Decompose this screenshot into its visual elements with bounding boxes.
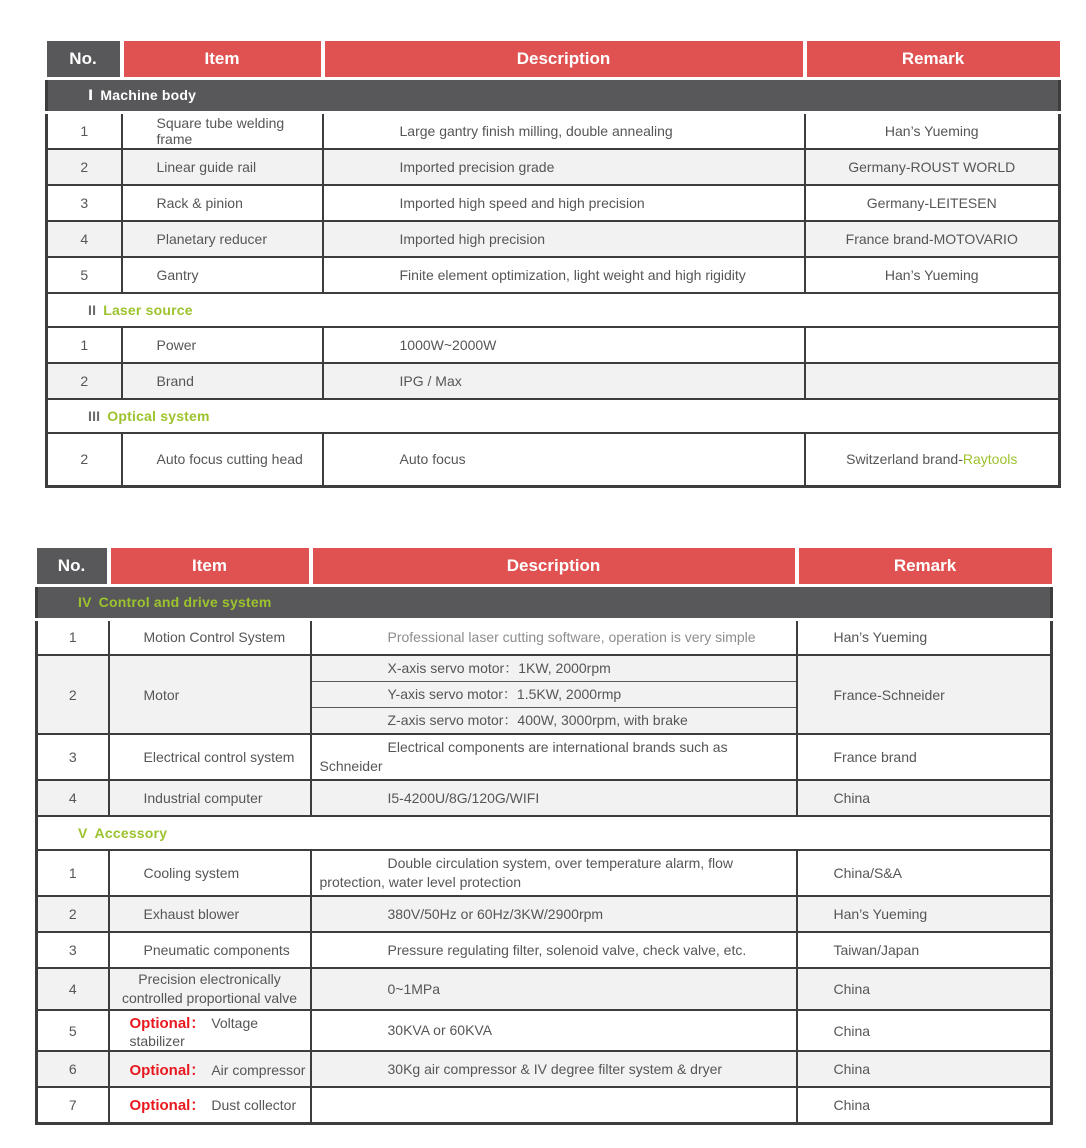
section-header-cell xyxy=(47,399,1060,433)
spec-table-machine-laser-optical xyxy=(45,41,1061,488)
cell-remark xyxy=(805,363,1060,399)
cell-item: Precision electronically controlled proportional valve xyxy=(109,968,311,1010)
description-text: I5-4200U/8G/120G/WIFI xyxy=(387,789,540,806)
section-title: Laser source xyxy=(103,302,193,318)
cell-item: Rack & pinion xyxy=(122,185,323,221)
cell-item: Optional： Air compressor xyxy=(109,1051,311,1087)
description-text: Professional laser cutting software, operation is very simple xyxy=(387,628,756,645)
cell-description xyxy=(311,1087,797,1123)
cell-remark: Han’s Yueming xyxy=(797,619,1052,655)
description-text: Imported precision grade xyxy=(399,158,555,175)
cell-description xyxy=(311,896,797,932)
cell-remark: Germany-LEITESEN xyxy=(805,185,1060,221)
cell-description xyxy=(323,363,805,399)
table-row xyxy=(37,619,1052,655)
description-text: X-axis servo motor：1KW, 2000rpm xyxy=(387,660,611,676)
description-text: 1000W~2000W xyxy=(399,336,497,353)
cell-no: 3 xyxy=(37,734,109,780)
cell-item: Electrical control system xyxy=(109,734,311,780)
cell-remark: France brand-MOTOVARIO xyxy=(805,221,1060,257)
cell-no: 1 xyxy=(37,850,109,896)
section-title: Accessory xyxy=(94,825,168,841)
cell-description xyxy=(311,655,797,682)
section-header-row xyxy=(37,816,1052,850)
cell-description xyxy=(323,113,805,150)
cell-remark: China xyxy=(797,1051,1052,1087)
cell-remark: Switzerland brand-Raytools xyxy=(805,433,1060,486)
table-row xyxy=(47,257,1060,293)
cell-no: 3 xyxy=(37,932,109,968)
cell-description xyxy=(311,1051,797,1087)
column-header-no: No. xyxy=(37,548,109,586)
cell-item: Optional： Voltage stabilizer xyxy=(109,1010,311,1051)
description-text: Y-axis servo motor：1.5KW, 2000rmp xyxy=(387,686,622,702)
cell-item: Cooling system xyxy=(109,850,311,896)
cell-remark: Germany-ROUST WORLD xyxy=(805,149,1060,185)
cell-remark xyxy=(805,327,1060,363)
section-header-cell xyxy=(37,816,1052,850)
cell-item: Brand xyxy=(122,363,323,399)
cell-remark: China xyxy=(797,1010,1052,1051)
cell-no: 1 xyxy=(47,113,122,150)
column-header-item: Item xyxy=(122,41,323,79)
table-row xyxy=(37,932,1052,968)
section-numeral: IV xyxy=(78,594,92,610)
cell-remark: France brand xyxy=(797,734,1052,780)
cell-item: Planetary reducer xyxy=(122,221,323,257)
column-header-desc: Description xyxy=(311,548,797,586)
cell-remark: France-Schneider xyxy=(797,655,1052,734)
optional-label: Optional： xyxy=(129,1097,206,1115)
cell-remark: China xyxy=(797,780,1052,816)
description-text: Finite element optimization, light weight and high rigidity xyxy=(399,266,746,283)
column-header-no: No. xyxy=(47,41,122,79)
section-numeral: III xyxy=(88,408,101,424)
cell-description xyxy=(323,149,805,185)
section-numeral: II xyxy=(88,302,97,318)
table-row xyxy=(37,1087,1052,1123)
cell-description xyxy=(311,850,797,896)
cell-description xyxy=(311,780,797,816)
table-row xyxy=(47,185,1060,221)
table-row xyxy=(37,1051,1052,1087)
cell-item: Gantry xyxy=(122,257,323,293)
optional-label: Optional： xyxy=(129,1061,206,1079)
cell-no: 3 xyxy=(47,185,122,221)
cell-no: 4 xyxy=(47,221,122,257)
description-text: 380V/50Hz or 60Hz/3KW/2900rpm xyxy=(387,905,604,922)
cell-remark: Taiwan/Japan xyxy=(797,932,1052,968)
cell-remark: China xyxy=(797,968,1052,1010)
cell-item: Auto focus cutting head xyxy=(122,433,323,486)
description-text: Electrical components are international brands such as Schneider xyxy=(319,739,728,774)
cell-no: 2 xyxy=(47,433,122,486)
section-header-cell xyxy=(37,585,1052,619)
table-row xyxy=(37,655,1052,682)
section-header-row xyxy=(47,399,1060,433)
section-header-row xyxy=(47,79,1060,113)
section-header-cell xyxy=(47,293,1060,327)
description-text: Auto focus xyxy=(399,450,466,467)
description-text: 30KVA or 60KVA xyxy=(387,1022,493,1038)
cell-item: Pneumatic components xyxy=(109,932,311,968)
optional-label: Optional： xyxy=(129,1015,206,1032)
cell-description xyxy=(311,682,797,708)
cell-description xyxy=(323,221,805,257)
cell-no: 5 xyxy=(47,257,122,293)
table-body xyxy=(37,585,1052,1123)
section-title: Machine body xyxy=(100,87,197,103)
cell-description xyxy=(311,734,797,780)
section-header-row xyxy=(47,293,1060,327)
description-text: Imported high speed and high precision xyxy=(399,194,645,211)
cell-no: 2 xyxy=(47,149,122,185)
cell-item: Industrial computer xyxy=(109,780,311,816)
description-text: Double circulation system, over temperature alarm, flow protection, water level protection xyxy=(319,855,733,890)
table-header xyxy=(37,548,1052,586)
cell-description xyxy=(311,1010,797,1051)
cell-no: 4 xyxy=(37,968,109,1010)
cell-item: Motor xyxy=(109,655,311,734)
section-numeral: Ⅰ xyxy=(88,87,94,103)
cell-remark: Han’s Yueming xyxy=(797,896,1052,932)
description-text: Imported high precision xyxy=(399,230,546,247)
cell-no: 1 xyxy=(47,327,122,363)
section-title: Optical system xyxy=(107,408,210,424)
description-text: IPG / Max xyxy=(399,372,462,389)
table-row xyxy=(47,433,1060,486)
table-row xyxy=(47,149,1060,185)
column-header-remark: Remark xyxy=(797,548,1052,586)
table-row xyxy=(37,968,1052,1010)
cell-item: Optional： Dust collector xyxy=(109,1087,311,1123)
cell-description xyxy=(311,968,797,1010)
cell-remark: Han’s Yueming xyxy=(805,257,1060,293)
cell-no: 2 xyxy=(47,363,122,399)
cell-description xyxy=(323,185,805,221)
cell-item: Exhaust blower xyxy=(109,896,311,932)
header-row xyxy=(47,41,1060,79)
spec-table-control-accessory xyxy=(35,548,1053,1125)
cell-description xyxy=(311,932,797,968)
column-header-desc: Description xyxy=(323,41,805,79)
column-header-remark: Remark xyxy=(805,41,1060,79)
cell-no: 2 xyxy=(37,896,109,932)
cell-remark: Han’s Yueming xyxy=(805,113,1060,150)
table-row xyxy=(47,327,1060,363)
cell-remark: China/S&A xyxy=(797,850,1052,896)
cell-item: Square tube welding frame xyxy=(122,113,323,150)
cell-no: 2 xyxy=(37,655,109,734)
description-text: Pressure regulating filter, solenoid valve, check valve, etc. xyxy=(387,941,747,958)
cell-no: 6 xyxy=(37,1051,109,1087)
cell-item: Power xyxy=(122,327,323,363)
description-text: Z-axis servo motor：400W, 3000rpm, with brake xyxy=(387,712,688,728)
header-row xyxy=(37,548,1052,586)
section-header-row xyxy=(37,585,1052,619)
cell-description xyxy=(311,708,797,735)
specification-page xyxy=(0,41,1086,1125)
description-text: 0~1MPa xyxy=(387,980,441,997)
cell-no: 5 xyxy=(37,1010,109,1051)
cell-item: Linear guide rail xyxy=(122,149,323,185)
table-row xyxy=(47,113,1060,150)
section-header-cell xyxy=(47,79,1060,113)
table-row xyxy=(37,1010,1052,1051)
column-header-item: Item xyxy=(109,548,311,586)
description-text: Large gantry finish milling, double annealing xyxy=(399,122,673,139)
table-row xyxy=(37,850,1052,896)
cell-description xyxy=(323,257,805,293)
cell-item: Motion Control System xyxy=(109,619,311,655)
cell-no: 7 xyxy=(37,1087,109,1123)
table-body xyxy=(47,79,1060,487)
table-row xyxy=(47,363,1060,399)
cell-remark: China xyxy=(797,1087,1052,1123)
table-header xyxy=(47,41,1060,79)
table-row xyxy=(47,221,1060,257)
cell-description xyxy=(323,433,805,486)
description-text: 30Kg air compressor & IV degree filter system & dryer xyxy=(387,1060,723,1077)
table-row xyxy=(37,780,1052,816)
cell-description xyxy=(323,327,805,363)
section-numeral: V xyxy=(78,825,88,841)
table-row xyxy=(37,734,1052,780)
remark-highlight: Raytools xyxy=(962,451,1018,468)
table-row xyxy=(37,896,1052,932)
cell-no: 4 xyxy=(37,780,109,816)
section-title: Control and drive system xyxy=(98,594,272,610)
cell-description xyxy=(311,619,797,655)
cell-no: 1 xyxy=(37,619,109,655)
